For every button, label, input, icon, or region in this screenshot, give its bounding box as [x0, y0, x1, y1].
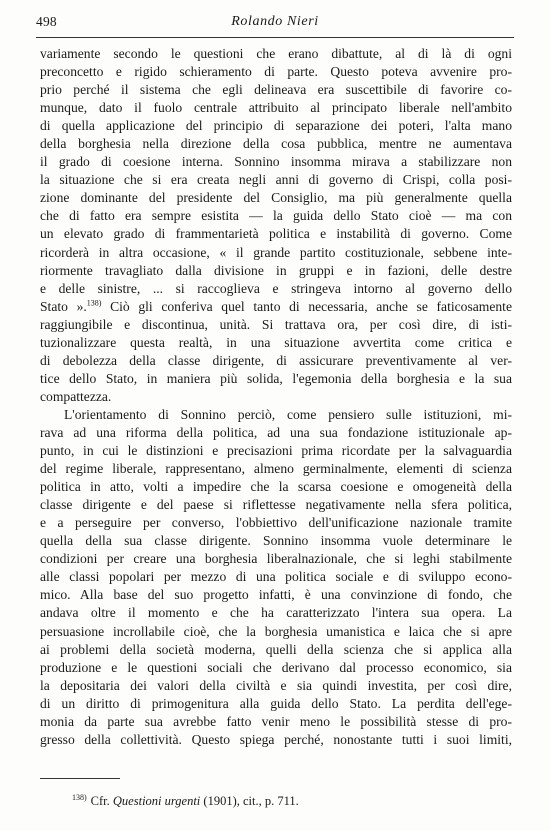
text-line: produzione e le questioni sociali che derivano dal processo economico, sia	[40, 659, 512, 675]
text-line: condizioni per creare una borghesia liberalnazionale, che si leghi stabilmente	[40, 551, 512, 567]
text-line: gresso della collettività. Questo spiega perché, nonostante tutti i suoi limiti,	[40, 731, 512, 747]
body-text	[40, 45, 512, 749]
text-line: tuzionalizzare questa realtà, in una situazione avvertita come critica e	[40, 334, 512, 350]
text-line: mico. Alla base del suo progetto infatti, è una convinzione di fondo, che	[40, 587, 512, 603]
text-line: raggiungibile e discontinua, unità. Si trattava ora, per così dire, di isti-	[40, 316, 512, 332]
text-line: preconcetto e rigido schieramento di parte. Questo poteva avvenire pro-	[40, 64, 512, 80]
text-line: e delle sinistre, ... si raccoglieva e stringeva intorno al governo dello	[40, 280, 512, 296]
text-line: quella della sua classe dirigente. Sonnino insomma vuole determinare le	[40, 533, 512, 549]
paragraph-2	[40, 406, 512, 749]
text-line: compattezza.	[40, 388, 112, 404]
text-line: e a perseguire per converso, l'obbiettivo dell'unificazione nazionale tramite	[40, 515, 512, 531]
text-line: riormente travagliato dalla divisione in gruppi e in fazioni, delle destre	[40, 262, 512, 278]
text-line: di un diritto di primogenitura alla guida dello Stato. La perdita dell'ege-	[40, 695, 512, 711]
text-line: zione dominante del presidente del Consiglio, ma più generalmente quella	[40, 190, 512, 206]
footnote-number: 138)	[72, 792, 87, 802]
text-line: munque, dato il fuolo centrale attribuito al principato liberale nell'ambito	[40, 100, 512, 116]
text-line: ai problemi della società moderna, quelli della scienza che si applica alla	[40, 641, 512, 657]
running-head: Rolando Nieri	[231, 14, 319, 29]
text-line-with-footnote-ref	[40, 298, 512, 316]
footnote-suffix: (1901), cit., p. 711.	[200, 794, 299, 808]
text-line: della borghesia nella direzione della cosa pubblica, mentre ne aumentava	[40, 136, 512, 152]
page-number: 498	[36, 14, 57, 29]
text-line: variamente secondo le questioni che erano dibattute, al di là di ogni	[40, 46, 512, 61]
text-line: che di fatto era sempre esistita — la guida dello Stato cioè — ma con	[40, 208, 512, 224]
footnote-rule	[40, 778, 120, 779]
text-line: il grado di coesione interna. Sonnino insomma mirava a stabilizzare non	[40, 154, 512, 170]
footnote-prefix: Cfr.	[90, 794, 113, 808]
text-line: monia da parte sua avrebbe fatto venir meno le possibilità stesse di pro-	[40, 713, 512, 729]
text-line: classe dirigente e del paese si riflettesse negativamente nella sfera politica,	[40, 497, 512, 513]
header-rule	[36, 37, 514, 38]
text-line: tice dello Stato, in maniera più solida, l'egemonia della borghesia e la sua	[40, 370, 512, 386]
text-line: punto, in cui le distinzioni e precisazioni prima ricordate per la salvaguardia	[40, 443, 512, 459]
text-line: alle classi popolari per mezzo di una politica sociale e di sviluppo econo-	[40, 569, 512, 585]
text-line: ricorderà in altra occasione, « il grande partito costituzionale, sebbene inte-	[40, 244, 512, 260]
footnote-title: Questioni urgenti	[112, 794, 201, 808]
text-line: prio perché il sistema che egli delineava era suscettibile di favorire co-	[40, 82, 512, 98]
paragraph-1	[40, 45, 512, 406]
text-line: andava oltre il momento e che ha caratterizzato l'intera sua opera. La	[40, 605, 512, 621]
text-line: la depositaria dei valori della civiltà e sia quindi investita, per così dire,	[40, 677, 512, 693]
text-line: L'orientamento di Sonnino perciò, come pensiero sulle istituzioni, mi-	[64, 406, 512, 422]
footnote	[72, 794, 299, 809]
text-line: del regime liberale, rappresentano, almeno germinalmente, elementi di scienza	[40, 461, 512, 477]
footnote-reference: 138)	[86, 298, 102, 308]
text-line: politica in atto, volti a impedire che la scarsa coesione e omogeneità della	[40, 479, 512, 495]
text-line: rava ad una riforma della politica, ad una sua fondazione istituzionale ap-	[40, 424, 512, 440]
text-segment: Ciò gli conferiva quel tanto di necessaria, anche se faticosamente	[101, 298, 512, 314]
text-line: di quella applicazione del principio di separazione dei poteri, l'alta mano	[40, 118, 512, 134]
text-line: la situazione che si era creata negli anni di governo di Crispi, colla posi-	[40, 172, 512, 188]
page-header	[36, 14, 514, 34]
text-line: un elevato grado di frammentarietà politica e instabilità di governo. Come	[40, 226, 512, 242]
text-line: di debolezza della classe dirigente, di assicurare preventivamente al ver-	[40, 352, 512, 368]
text-line: persuasione incrollabile cioè, che la borghesia umanistica e laica che si apre	[40, 623, 512, 639]
text-segment: Stato ».	[40, 298, 87, 314]
